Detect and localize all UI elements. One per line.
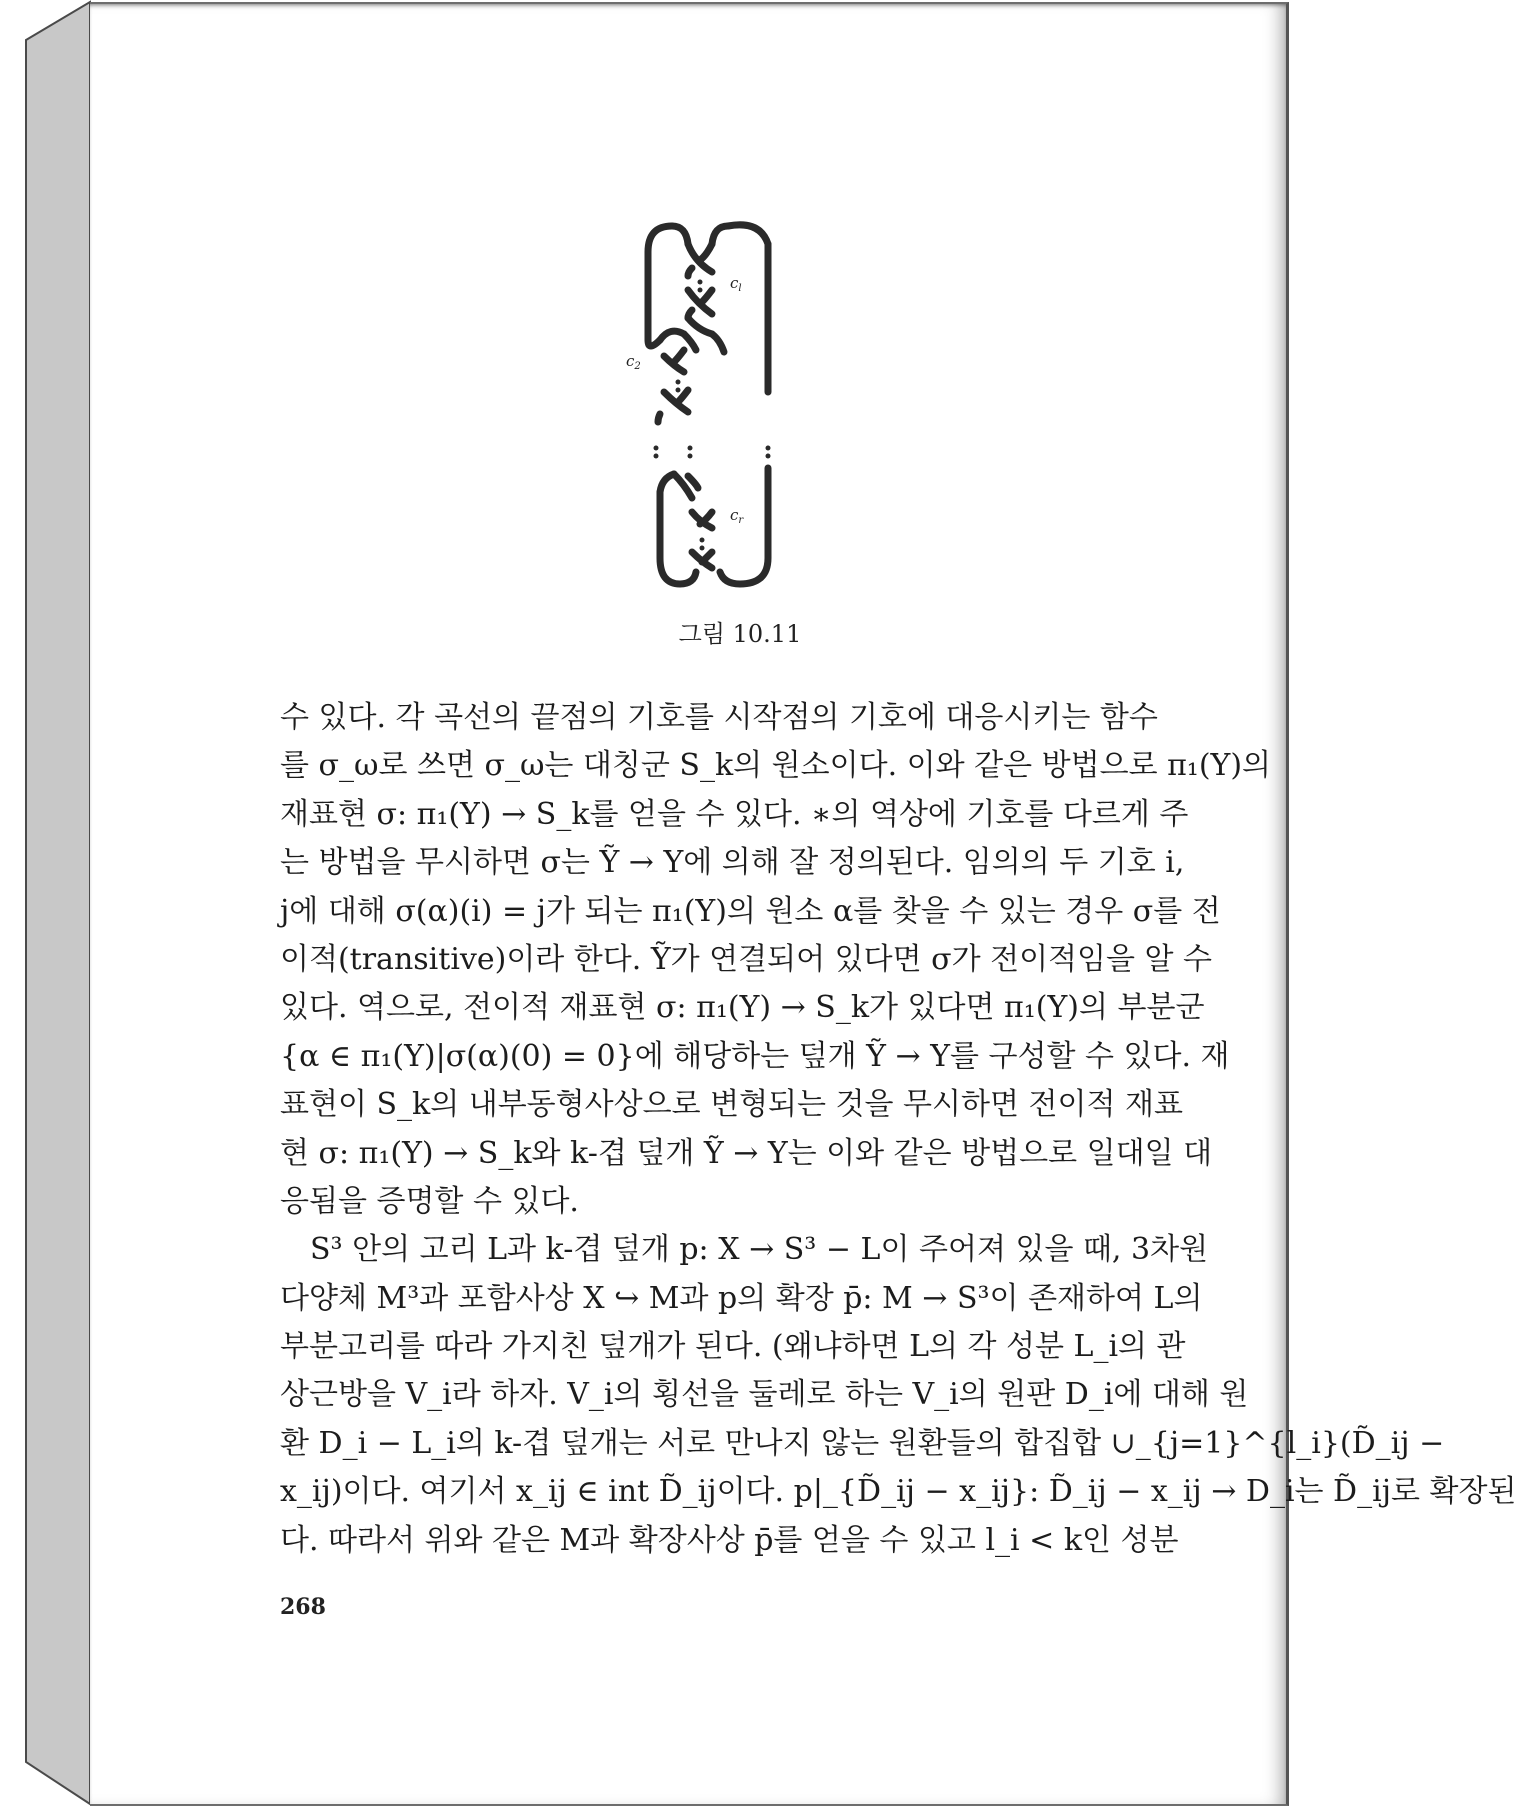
text-line: 응됨을 증명할 수 있다. xyxy=(280,1183,579,1219)
text-line: 다. 따라서 위와 같은 M과 확장사상 p̄를 얻을 수 있고 l_i < k인 성분 xyxy=(280,1522,1179,1558)
body-text xyxy=(280,694,1516,1565)
text-line: j에 대해 σ(α)(i) = j가 되는 π₁(Y)의 원소 α를 찾을 수 있는 경우 σ를 전 xyxy=(280,893,1221,929)
page-number: 268 xyxy=(280,1594,326,1620)
text-line: 는 방법을 무시하면 σ는 Ỹ → Y에 의해 잘 정의된다. 임의의 두 기호 i, xyxy=(280,845,1185,881)
text-line: 상근방을 V_i라 하자. V_i의 횡선을 둘레로 하는 V_i의 원판 D_i에 대해 원 xyxy=(280,1377,1249,1413)
text-line: {α ∈ π₁(Y)|σ(α)(0) = 0}에 해당하는 덮개 Ỹ → Y를 구성할 수 있다. 재 xyxy=(280,1038,1230,1074)
text-line: 다양체 M³과 포함사상 X ↪ M과 p의 확장 p̄: M → S³이 존재하여 L의 xyxy=(280,1280,1203,1316)
label-cr: $c_r$ xyxy=(730,506,744,526)
text-line: 이적(transitive)이라 한다. Ỹ가 연결되어 있다면 σ가 전이적임을 알 수 xyxy=(280,941,1213,977)
text-line: x_ij)이다. 여기서 x_ij ∈ int D̃_ij이다. p|_{D̃_ij − x_ij}: D̃_ij − x_ij → D_i는 D̃_ij로 확장된 xyxy=(280,1474,1516,1510)
label-c1: $c_l$ xyxy=(730,274,742,294)
text-line: 환 D_i − L_i의 k-겹 덮개는 서로 만나지 않는 원환들의 합집합 ∪_{j=1}^{l_i}(D̃_ij − xyxy=(280,1425,1445,1461)
text-line: S³ 안의 고리 L과 k-겹 덮개 p: X → S³ − L이 주어져 있을 때, 3차원 xyxy=(310,1232,1209,1268)
braid-diagram xyxy=(626,222,810,592)
text-line: 현 σ: π₁(Y) → S_k와 k-겹 덮개 Ỹ → Y는 이와 같은 방법으로 일대일 대 xyxy=(280,1135,1213,1171)
figure-caption: 그림 10.11 xyxy=(678,620,802,648)
text-line: 를 σ_ω로 쓰면 σ_ω는 대칭군 S_k의 원소이다. 이와 같은 방법으로 π₁(Y)의 xyxy=(280,748,1272,784)
text-line: 표현이 S_k의 내부동형사상으로 변형되는 것을 무시하면 전이적 재표 xyxy=(280,1087,1183,1123)
text-line: 있다. 역으로, 전이적 재표현 σ: π₁(Y) → S_k가 있다면 π₁(Y)의 부분군 xyxy=(280,990,1205,1026)
text-line: 재표현 σ: π₁(Y) → S_k를 얻을 수 있다. ∗의 역상에 기호를 다르게 주 xyxy=(280,796,1189,832)
text-line: 부분고리를 따라 가지친 덮개가 된다. (왜냐하면 L의 각 성분 L_i의 관 xyxy=(280,1329,1186,1365)
text-line: 수 있다. 각 곡선의 끝점의 기호를 시작점의 기호에 대응시키는 함수 xyxy=(280,700,1158,735)
label-c2: $c_2$ xyxy=(626,352,641,372)
book-spine xyxy=(24,0,92,1806)
